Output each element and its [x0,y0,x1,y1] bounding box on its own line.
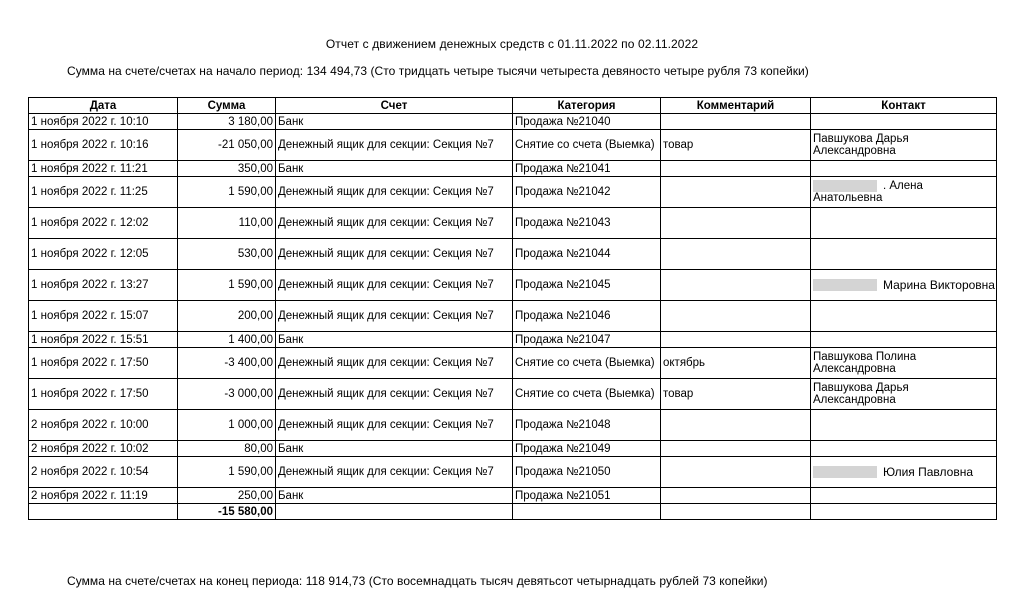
cell-comment [661,301,811,332]
cell-comment [661,208,811,239]
cell-date: 1 ноября 2022 г. 12:05 [29,239,178,270]
cell-date: 1 ноября 2022 г. 13:27 [29,270,178,301]
cell-date: 1 ноября 2022 г. 15:07 [29,301,178,332]
cell-category: Продажа №21049 [513,441,661,457]
contact-text: Юлия Павловна [883,464,974,479]
cell-sum: 1 400,00 [178,332,276,348]
table-row [29,301,997,332]
cell-comment [661,239,811,270]
cell-date: 1 ноября 2022 г. 11:21 [29,161,178,177]
header-account: Счет [276,98,513,114]
header-sum: Сумма [178,98,276,114]
total-empty-cell [811,504,997,520]
report-title: Отчет с движением денежных средств с 01.11.2022 по 02.11.2022 [325,37,699,51]
cell-account: Банк [276,441,513,457]
redacted-name-block [813,180,877,192]
total-empty-cell [29,504,178,520]
cell-contact [811,441,997,457]
cell-comment: товар [661,130,811,161]
cell-account: Банк [276,488,513,504]
cell-comment [661,114,811,130]
cell-contact [811,332,997,348]
total-empty-cell [661,504,811,520]
cell-contact: Павшукова Дарья Александровна [811,130,997,161]
cell-account: Денежный ящик для секции: Секция №7 [276,348,513,379]
table-row [29,457,997,488]
cash-flow-table [28,97,997,520]
cell-sum: -3 400,00 [178,348,276,379]
cell-comment: октябрь [661,348,811,379]
contact-text: Марина Викторовна [883,277,995,292]
table-row [29,239,997,270]
cell-contact: Павшукова Дарья Александровна [811,379,997,410]
table-row [29,208,997,239]
cell-date: 2 ноября 2022 г. 10:02 [29,441,178,457]
table-row [29,161,997,177]
table-row [29,441,997,457]
cell-date: 1 ноября 2022 г. 10:10 [29,114,178,130]
redacted-name-block [813,466,877,478]
cell-contact [811,177,997,208]
cell-comment [661,270,811,301]
table-row [29,130,997,161]
cell-date: 1 ноября 2022 г. 17:50 [29,348,178,379]
cell-comment [661,161,811,177]
cell-category: Продажа №21051 [513,488,661,504]
table-row [29,270,997,301]
header-comment: Комментарий [661,98,811,114]
cell-sum: 200,00 [178,301,276,332]
table-row [29,177,997,208]
header-category: Категория [513,98,661,114]
cell-account: Денежный ящик для секции: Секция №7 [276,379,513,410]
cell-category: Снятие со счета (Выемка) [513,130,661,161]
end-balance-summary: Сумма на счете/счетах на конец периода: 118 914,73 (Сто восемнадцать тысяч девятьсот четырнадцать рублей 73 копейки) [67,574,768,588]
cell-category: Продажа №21041 [513,161,661,177]
cell-contact [811,161,997,177]
cell-contact [811,239,997,270]
table-total-row [29,504,997,520]
cell-account: Банк [276,114,513,130]
cell-account: Денежный ящик для секции: Секция №7 [276,208,513,239]
table-row [29,488,997,504]
cell-account: Денежный ящик для секции: Секция №7 [276,239,513,270]
cell-category: Продажа №21040 [513,114,661,130]
cell-sum: 1 590,00 [178,177,276,208]
table-row [29,332,997,348]
cell-sum: 80,00 [178,441,276,457]
cell-date: 2 ноября 2022 г. 10:54 [29,457,178,488]
cell-date: 1 ноября 2022 г. 10:16 [29,130,178,161]
cell-account: Денежный ящик для секции: Секция №7 [276,410,513,441]
cell-comment: товар [661,379,811,410]
cell-account: Банк [276,161,513,177]
cell-account: Денежный ящик для секции: Секция №7 [276,177,513,208]
cell-date: 1 ноября 2022 г. 15:51 [29,332,178,348]
table-row [29,114,997,130]
cell-category: Продажа №21046 [513,301,661,332]
cell-comment [661,177,811,208]
total-sum: -15 580,00 [178,504,276,520]
total-empty-cell [513,504,661,520]
cell-contact [811,208,997,239]
cell-sum: 1 590,00 [178,457,276,488]
cell-date: 2 ноября 2022 г. 10:00 [29,410,178,441]
cell-comment [661,488,811,504]
cell-sum: 530,00 [178,239,276,270]
cell-comment [661,332,811,348]
cell-sum: 250,00 [178,488,276,504]
cell-category: Продажа №21045 [513,270,661,301]
cell-account: Банк [276,332,513,348]
cell-sum: -21 050,00 [178,130,276,161]
cell-account: Денежный ящик для секции: Секция №7 [276,130,513,161]
cell-contact: Павшукова Полина Александровна [811,348,997,379]
cell-sum: 350,00 [178,161,276,177]
cell-date: 2 ноября 2022 г. 11:19 [29,488,178,504]
cell-date: 1 ноября 2022 г. 11:25 [29,177,178,208]
cell-sum: 1 590,00 [178,270,276,301]
cell-account: Денежный ящик для секции: Секция №7 [276,457,513,488]
cell-category: Продажа №21048 [513,410,661,441]
cell-comment [661,441,811,457]
cell-category: Продажа №21042 [513,177,661,208]
cell-date: 1 ноября 2022 г. 17:50 [29,379,178,410]
contact-text: . Алена Анатольевна [813,180,923,205]
table-row [29,348,997,379]
cell-sum: 1 000,00 [178,410,276,441]
header-date: Дата [29,98,178,114]
redacted-name-block [813,279,877,291]
cell-comment [661,410,811,441]
cell-contact [811,114,997,130]
cell-category: Продажа №21047 [513,332,661,348]
cell-account: Денежный ящик для секции: Секция №7 [276,301,513,332]
cell-category: Снятие со счета (Выемка) [513,379,661,410]
cell-contact [811,488,997,504]
start-balance-summary: Сумма на счете/счетах на начало период: 134 494,73 (Сто тридцать четыре тысячи четыреста девяносто четыре рубля 73 копейки) [67,64,809,78]
cell-contact [811,410,997,441]
cell-sum: -3 000,00 [178,379,276,410]
cell-contact [811,301,997,332]
cell-category: Продажа №21043 [513,208,661,239]
table-row [29,379,997,410]
cell-date: 1 ноября 2022 г. 12:02 [29,208,178,239]
cell-category: Продажа №21044 [513,239,661,270]
table-header-row [29,98,997,114]
cell-contact [811,270,997,301]
header-contact: Контакт [811,98,997,114]
cell-sum: 110,00 [178,208,276,239]
cell-contact [811,457,997,488]
cell-category: Продажа №21050 [513,457,661,488]
cell-category: Снятие со счета (Выемка) [513,348,661,379]
table-row [29,410,997,441]
cell-sum: 3 180,00 [178,114,276,130]
total-empty-cell [276,504,513,520]
cell-account: Денежный ящик для секции: Секция №7 [276,270,513,301]
cell-comment [661,457,811,488]
